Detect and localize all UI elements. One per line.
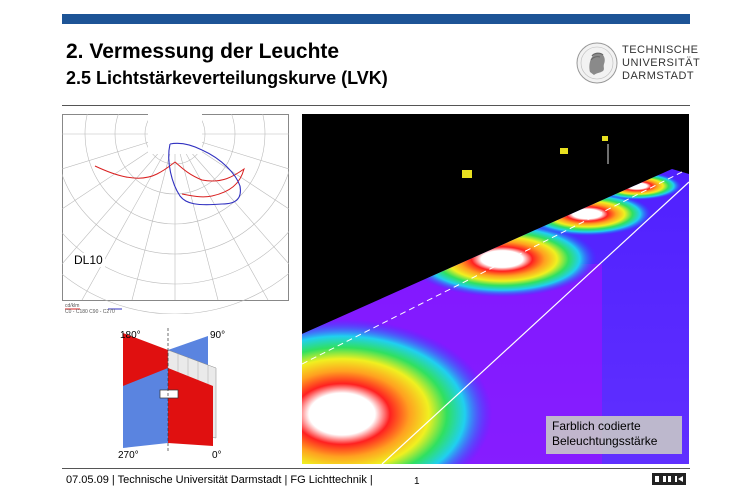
lvk-polar-diagram: [62, 114, 289, 314]
render-caption-line-2: Beleuchtungsstärke: [552, 434, 658, 448]
c-plane-diagram: [108, 328, 228, 453]
angle-0-label: 0°: [212, 450, 222, 461]
luminaire-2-icon: [560, 148, 568, 154]
luminaire-label: DL10: [74, 253, 103, 267]
university-logo-text: [622, 44, 700, 83]
luminaire-1-icon: [462, 170, 472, 178]
illuminance-render: [302, 114, 689, 464]
logo-line-2: UNIVERSITÄT: [622, 57, 701, 69]
lvk-legend-unit: cd/klm: [65, 303, 80, 309]
tu-darmstadt-seal-icon: [576, 42, 618, 84]
angle-90-label: 90°: [210, 330, 226, 341]
render-caption: [546, 416, 682, 454]
header-accent-bar: [62, 14, 690, 24]
footer-text: 07.05.09 | Technische Universität Darmstadt | FG Lichttechnik |: [66, 474, 373, 486]
angle-180-label: 180°: [120, 330, 141, 341]
luminaire-3-icon: [602, 136, 608, 141]
lvk-legend-series: C0 - C180 C90 - C270: [65, 309, 115, 315]
road-heatmap: [302, 114, 689, 464]
page-number: 1: [414, 476, 420, 487]
logo-line-1: TECHNISCHE: [622, 44, 699, 56]
logo-line-3: DARMSTADT: [622, 70, 695, 82]
angle-270-label: 270°: [118, 450, 139, 461]
slide-title: 2. Vermessung der Leuchte: [66, 40, 340, 63]
slide-subtitle: 2.5 Lichtstärkeverteilungskurve (LVK): [66, 68, 388, 88]
footer-divider: [62, 468, 690, 469]
header-divider: [62, 105, 690, 106]
emk-logo-icon: [652, 470, 686, 488]
lvk-legend: [65, 303, 115, 315]
luminaire-icon: [160, 390, 178, 398]
render-caption-line-1: Farblich codierte: [552, 419, 641, 433]
